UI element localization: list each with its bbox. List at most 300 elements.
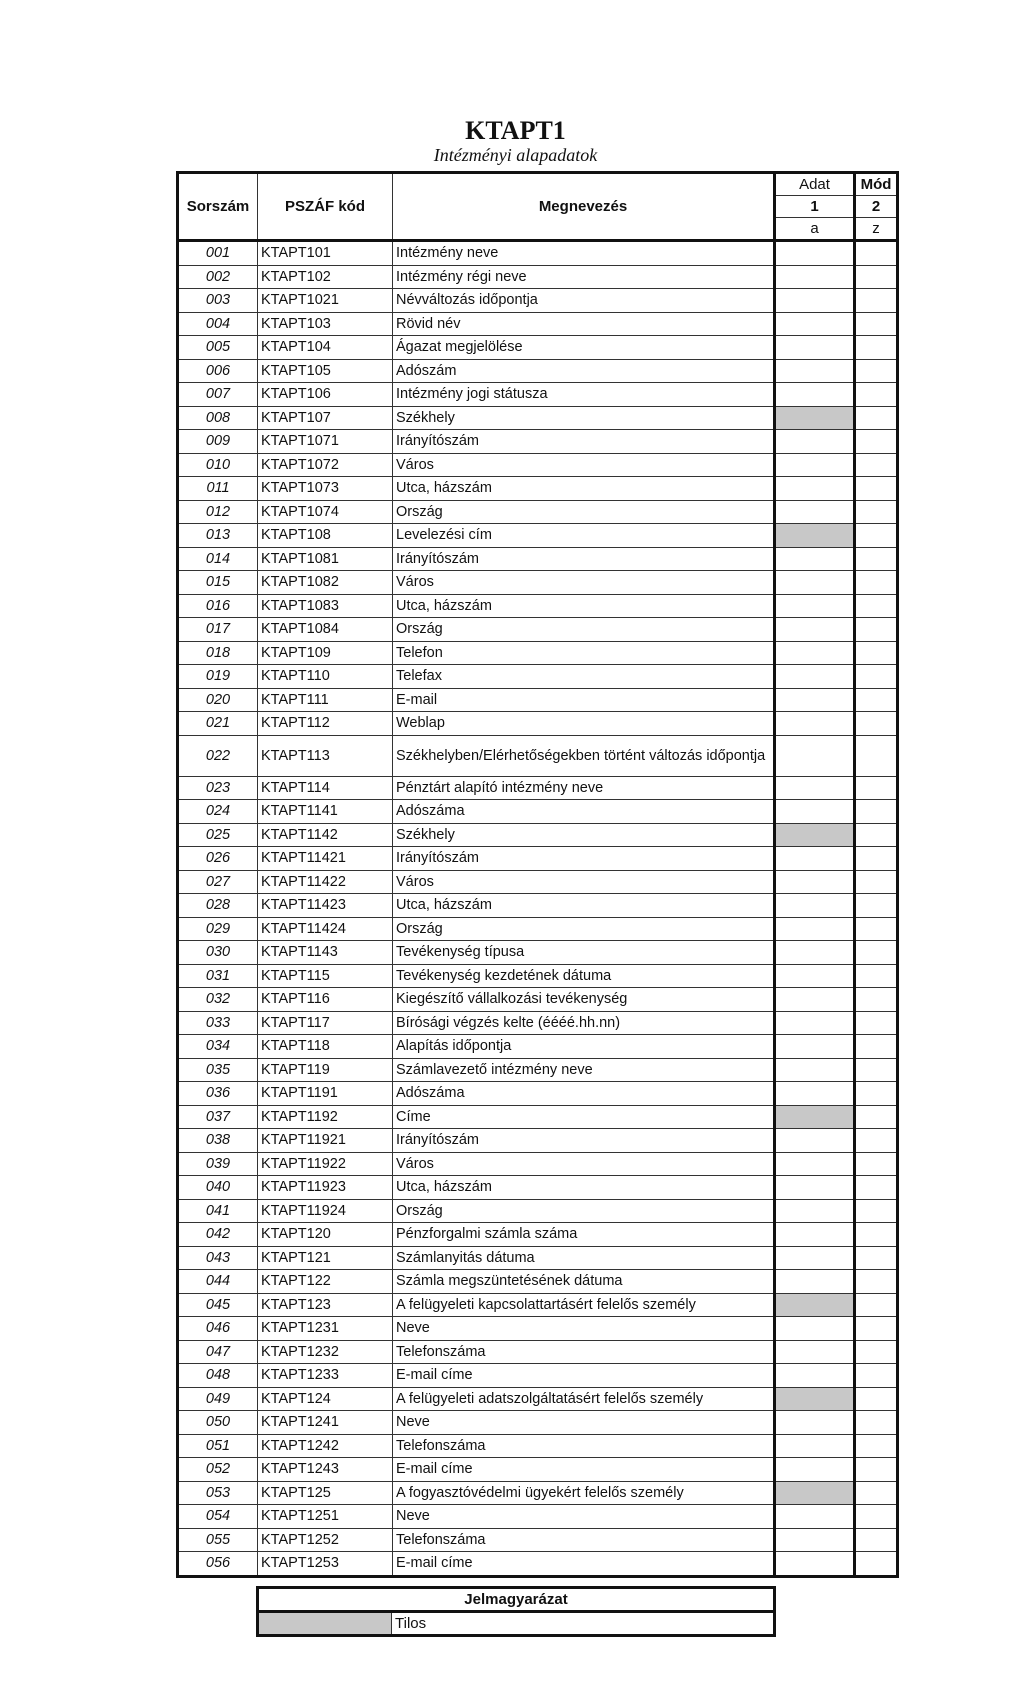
row-adat-cell[interactable] [775,477,855,501]
row-adat-cell[interactable] [775,241,855,266]
row-adat-cell[interactable] [775,988,855,1012]
row-pszaf-kod: KTAPT107 [258,406,393,430]
row-megnevezes: A felügyeleti kapcsolattartásért felelős személy [393,1293,775,1317]
row-adat-cell[interactable] [775,1434,855,1458]
header-adat-letter: a [775,218,855,241]
table-row [178,1293,898,1317]
header-mod-num: 2 [855,196,898,218]
row-mod-cell[interactable] [855,641,898,665]
row-megnevezes: Címe [393,1105,775,1129]
row-pszaf-kod: KTAPT113 [258,735,393,776]
row-adat-cell[interactable] [775,453,855,477]
row-pszaf-kod: KTAPT124 [258,1387,393,1411]
row-megnevezes: Számlanyitás dátuma [393,1246,775,1270]
row-mod-cell[interactable] [855,406,898,430]
table-row [178,1552,898,1577]
table-row [178,1270,898,1294]
row-megnevezes: E-mail címe [393,1364,775,1388]
row-mod-cell[interactable] [855,265,898,289]
row-sorszam: 010 [178,453,258,477]
row-pszaf-kod: KTAPT1231 [258,1317,393,1341]
row-mod-cell[interactable] [855,847,898,871]
table-row [178,547,898,571]
row-sorszam: 003 [178,289,258,313]
row-pszaf-kod: KTAPT109 [258,641,393,665]
table-row [178,1246,898,1270]
row-mod-cell[interactable] [855,241,898,266]
table-row [178,894,898,918]
row-sorszam: 015 [178,571,258,595]
table-row [178,1317,898,1341]
row-mod-cell[interactable] [855,547,898,571]
row-sorszam: 026 [178,847,258,871]
row-megnevezes: E-mail [393,688,775,712]
table-row [178,453,898,477]
row-adat-cell[interactable] [775,618,855,642]
row-pszaf-kod: KTAPT118 [258,1035,393,1059]
row-adat-cell[interactable] [775,1481,855,1505]
row-adat-cell[interactable] [775,406,855,430]
row-mod-cell[interactable] [855,289,898,313]
row-megnevezes: Tevékenység típusa [393,941,775,965]
table-row [178,1176,898,1200]
row-mod-cell[interactable] [855,1129,898,1153]
row-sorszam: 049 [178,1387,258,1411]
row-mod-cell[interactable] [855,1082,898,1106]
table-row [178,1505,898,1529]
row-adat-cell[interactable] [775,894,855,918]
row-pszaf-kod: KTAPT11923 [258,1176,393,1200]
row-adat-cell[interactable] [775,1058,855,1082]
row-pszaf-kod: KTAPT122 [258,1270,393,1294]
row-megnevezes: Ágazat megjelölése [393,336,775,360]
row-mod-cell[interactable] [855,1199,898,1223]
row-mod-cell[interactable] [855,964,898,988]
table-row [178,594,898,618]
row-adat-cell[interactable] [775,571,855,595]
row-adat-cell[interactable] [775,1035,855,1059]
row-adat-cell[interactable] [775,524,855,548]
row-sorszam: 002 [178,265,258,289]
header-sorszam: Sorszám [178,173,258,241]
row-adat-cell[interactable] [775,336,855,360]
row-megnevezes: Ország [393,500,775,524]
legend-swatch [258,1612,392,1636]
row-pszaf-kod: KTAPT1141 [258,800,393,824]
row-mod-cell[interactable] [855,453,898,477]
table-row [178,1528,898,1552]
row-adat-cell[interactable] [775,1411,855,1435]
row-pszaf-kod: KTAPT11423 [258,894,393,918]
row-adat-cell[interactable] [775,547,855,571]
row-megnevezes: Telefonszáma [393,1340,775,1364]
row-adat-cell[interactable] [775,594,855,618]
row-megnevezes: Bírósági végzés kelte (éééé.hh.nn) [393,1011,775,1035]
row-adat-cell[interactable] [775,430,855,454]
row-pszaf-kod: KTAPT121 [258,1246,393,1270]
table-row [178,359,898,383]
row-mod-cell[interactable] [855,823,898,847]
row-mod-cell[interactable] [855,1270,898,1294]
table-row [178,870,898,894]
row-sorszam: 052 [178,1458,258,1482]
row-pszaf-kod: KTAPT111 [258,688,393,712]
header-mod-letter: z [855,218,898,241]
row-sorszam: 018 [178,641,258,665]
row-adat-cell[interactable] [775,1199,855,1223]
row-adat-cell[interactable] [775,1340,855,1364]
row-sorszam: 051 [178,1434,258,1458]
row-mod-cell[interactable] [855,1505,898,1529]
row-mod-cell[interactable] [855,1035,898,1059]
row-sorszam: 008 [178,406,258,430]
table-row [178,406,898,430]
row-megnevezes: Neve [393,1505,775,1529]
row-mod-cell[interactable] [855,988,898,1012]
row-pszaf-kod: KTAPT1084 [258,618,393,642]
row-adat-cell[interactable] [775,1152,855,1176]
row-sorszam: 025 [178,823,258,847]
row-sorszam: 056 [178,1552,258,1577]
table-row [178,312,898,336]
row-pszaf-kod: KTAPT117 [258,1011,393,1035]
data-table [176,171,899,1578]
table-row [178,665,898,689]
row-mod-cell[interactable] [855,800,898,824]
row-mod-cell[interactable] [855,477,898,501]
table-row [178,265,898,289]
row-adat-cell[interactable] [775,641,855,665]
row-megnevezes: Székhely [393,823,775,847]
row-megnevezes: A felügyeleti adatszolgáltatásért felelős személy [393,1387,775,1411]
row-megnevezes: Pénzforgalmi számla száma [393,1223,775,1247]
row-pszaf-kod: KTAPT1071 [258,430,393,454]
row-pszaf-kod: KTAPT11424 [258,917,393,941]
row-adat-cell[interactable] [775,917,855,941]
row-megnevezes: Pénztárt alapító intézmény neve [393,776,775,800]
row-megnevezes: Adószáma [393,800,775,824]
row-mod-cell[interactable] [855,571,898,595]
table-row [178,1434,898,1458]
row-mod-cell[interactable] [855,336,898,360]
row-mod-cell[interactable] [855,1340,898,1364]
row-mod-cell[interactable] [855,1411,898,1435]
row-megnevezes: Neve [393,1317,775,1341]
row-pszaf-kod: KTAPT1082 [258,571,393,595]
table-row [178,1199,898,1223]
row-sorszam: 035 [178,1058,258,1082]
row-mod-cell[interactable] [855,1105,898,1129]
row-pszaf-kod: KTAPT108 [258,524,393,548]
row-megnevezes: Irányítószám [393,1129,775,1153]
row-megnevezes: Számlavezető intézmény neve [393,1058,775,1082]
row-pszaf-kod: KTAPT1143 [258,941,393,965]
row-mod-cell[interactable] [855,1458,898,1482]
row-adat-cell[interactable] [775,265,855,289]
row-adat-cell[interactable] [775,1293,855,1317]
table-row [178,524,898,548]
row-adat-cell[interactable] [775,1082,855,1106]
page-subtitle: Intézményi alapadatok [433,145,598,165]
row-megnevezes: Adószáma [393,1082,775,1106]
table-row [178,1082,898,1106]
row-adat-cell[interactable] [775,1246,855,1270]
table-row [178,383,898,407]
row-sorszam: 029 [178,917,258,941]
table-row [178,941,898,965]
table-row [178,1411,898,1435]
row-mod-cell[interactable] [855,312,898,336]
row-adat-cell[interactable] [775,359,855,383]
row-pszaf-kod: KTAPT1073 [258,477,393,501]
row-sorszam: 016 [178,594,258,618]
row-mod-cell[interactable] [855,1293,898,1317]
table-row [178,1223,898,1247]
row-mod-cell[interactable] [855,1176,898,1200]
table-row [178,964,898,988]
row-mod-cell[interactable] [855,735,898,776]
row-mod-cell[interactable] [855,1317,898,1341]
row-megnevezes: Számla megszüntetésének dátuma [393,1270,775,1294]
row-mod-cell[interactable] [855,430,898,454]
row-pszaf-kod: KTAPT1072 [258,453,393,477]
table-row [178,500,898,524]
table-row [178,847,898,871]
row-sorszam: 023 [178,776,258,800]
row-mod-cell[interactable] [855,524,898,548]
row-pszaf-kod: KTAPT101 [258,241,393,266]
row-adat-cell[interactable] [775,735,855,776]
row-mod-cell[interactable] [855,1058,898,1082]
table-row [178,988,898,1012]
row-pszaf-kod: KTAPT1242 [258,1434,393,1458]
row-pszaf-kod: KTAPT1252 [258,1528,393,1552]
row-pszaf-kod: KTAPT103 [258,312,393,336]
row-sorszam: 042 [178,1223,258,1247]
table-row [178,1035,898,1059]
row-adat-cell[interactable] [775,1270,855,1294]
row-sorszam: 014 [178,547,258,571]
row-mod-cell[interactable] [855,1011,898,1035]
row-mod-cell[interactable] [855,383,898,407]
row-mod-cell[interactable] [855,1387,898,1411]
row-pszaf-kod: KTAPT106 [258,383,393,407]
row-adat-cell[interactable] [775,800,855,824]
row-megnevezes: Ország [393,1199,775,1223]
row-sorszam: 053 [178,1481,258,1505]
row-adat-cell[interactable] [775,1364,855,1388]
legend-title: Jelmagyarázat [258,1588,775,1612]
row-sorszam: 006 [178,359,258,383]
table-row [178,688,898,712]
row-megnevezes: Ország [393,618,775,642]
row-pszaf-kod: KTAPT1243 [258,1458,393,1482]
table-row [178,1481,898,1505]
row-sorszam: 028 [178,894,258,918]
row-sorszam: 055 [178,1528,258,1552]
row-megnevezes: Intézmény jogi státusza [393,383,775,407]
header-pszaf-kod: PSZÁF kód [258,173,393,241]
row-sorszam: 047 [178,1340,258,1364]
table-row [178,735,898,776]
row-adat-cell[interactable] [775,1317,855,1341]
row-megnevezes: Telefonszáma [393,1528,775,1552]
row-mod-cell[interactable] [855,1481,898,1505]
row-mod-cell[interactable] [855,665,898,689]
row-adat-cell[interactable] [775,776,855,800]
table-row [178,712,898,736]
row-adat-cell[interactable] [775,1505,855,1529]
row-sorszam: 032 [178,988,258,1012]
row-mod-cell[interactable] [855,618,898,642]
table-row [178,477,898,501]
row-megnevezes: Kiegészítő vállalkozási tevékenység [393,988,775,1012]
row-adat-cell[interactable] [775,289,855,313]
row-mod-cell[interactable] [855,1434,898,1458]
row-adat-cell[interactable] [775,500,855,524]
row-sorszam: 046 [178,1317,258,1341]
row-megnevezes: Irányítószám [393,430,775,454]
row-adat-cell[interactable] [775,964,855,988]
row-megnevezes: Város [393,571,775,595]
row-sorszam: 044 [178,1270,258,1294]
row-mod-cell[interactable] [855,941,898,965]
row-adat-cell[interactable] [775,1176,855,1200]
row-mod-cell[interactable] [855,1528,898,1552]
row-adat-cell[interactable] [775,1011,855,1035]
row-megnevezes: Utca, házszám [393,477,775,501]
legend-label: Tilos [392,1612,775,1636]
table-row [178,800,898,824]
row-sorszam: 024 [178,800,258,824]
table-row [178,823,898,847]
row-sorszam: 020 [178,688,258,712]
header-adat-num: 1 [775,196,855,218]
row-mod-cell[interactable] [855,870,898,894]
row-mod-cell[interactable] [855,359,898,383]
row-sorszam: 043 [178,1246,258,1270]
table-row [178,1011,898,1035]
row-adat-cell[interactable] [775,712,855,736]
row-sorszam: 030 [178,941,258,965]
row-adat-cell[interactable] [775,823,855,847]
row-sorszam: 033 [178,1011,258,1035]
table-row [178,1058,898,1082]
row-sorszam: 048 [178,1364,258,1388]
row-megnevezes: Telefonszáma [393,1434,775,1458]
row-adat-cell[interactable] [775,1223,855,1247]
row-pszaf-kod: KTAPT1142 [258,823,393,847]
row-pszaf-kod: KTAPT105 [258,359,393,383]
row-mod-cell[interactable] [855,712,898,736]
row-pszaf-kod: KTAPT110 [258,665,393,689]
row-pszaf-kod: KTAPT1241 [258,1411,393,1435]
row-mod-cell[interactable] [855,776,898,800]
header-mod: Mód [855,173,898,196]
row-mod-cell[interactable] [855,1364,898,1388]
row-adat-cell[interactable] [775,941,855,965]
row-adat-cell[interactable] [775,1552,855,1577]
row-sorszam: 050 [178,1411,258,1435]
table-row [178,1129,898,1153]
row-pszaf-kod: KTAPT125 [258,1481,393,1505]
row-pszaf-kod: KTAPT1192 [258,1105,393,1129]
row-megnevezes: Levelezési cím [393,524,775,548]
row-adat-cell[interactable] [775,1129,855,1153]
row-adat-cell[interactable] [775,312,855,336]
table-row [178,776,898,800]
row-pszaf-kod: KTAPT123 [258,1293,393,1317]
row-adat-cell[interactable] [775,383,855,407]
row-mod-cell[interactable] [855,1152,898,1176]
header-megnevezes: Megnevezés [393,173,775,241]
row-sorszam: 009 [178,430,258,454]
row-megnevezes: Utca, házszám [393,594,775,618]
table-row [178,336,898,360]
row-adat-cell[interactable] [775,1458,855,1482]
row-pszaf-kod: KTAPT11422 [258,870,393,894]
row-megnevezes: A fogyasztóvédelmi ügyekért felelős személy [393,1481,775,1505]
row-mod-cell[interactable] [855,894,898,918]
row-adat-cell[interactable] [775,847,855,871]
row-mod-cell[interactable] [855,594,898,618]
row-sorszam: 027 [178,870,258,894]
row-adat-cell[interactable] [775,870,855,894]
row-sorszam: 045 [178,1293,258,1317]
row-mod-cell[interactable] [855,500,898,524]
table-row [178,641,898,665]
row-megnevezes: Névváltozás időpontja [393,289,775,313]
table-body [178,241,898,1577]
row-sorszam: 054 [178,1505,258,1529]
table-row [178,618,898,642]
row-megnevezes: Adószám [393,359,775,383]
row-megnevezes: Irányítószám [393,547,775,571]
row-mod-cell[interactable] [855,1552,898,1577]
row-pszaf-kod: KTAPT1074 [258,500,393,524]
row-pszaf-kod: KTAPT114 [258,776,393,800]
row-pszaf-kod: KTAPT112 [258,712,393,736]
row-sorszam: 021 [178,712,258,736]
table-row [178,430,898,454]
row-adat-cell[interactable] [775,1387,855,1411]
row-pszaf-kod: KTAPT11924 [258,1199,393,1223]
row-sorszam: 034 [178,1035,258,1059]
row-adat-cell[interactable] [775,688,855,712]
row-adat-cell[interactable] [775,1528,855,1552]
header-adat: Adat [775,173,855,196]
table-row [178,1387,898,1411]
row-megnevezes: Intézmény régi neve [393,265,775,289]
row-pszaf-kod: KTAPT120 [258,1223,393,1247]
row-pszaf-kod: KTAPT1083 [258,594,393,618]
row-mod-cell[interactable] [855,1246,898,1270]
row-mod-cell[interactable] [855,1223,898,1247]
row-mod-cell[interactable] [855,688,898,712]
row-sorszam: 019 [178,665,258,689]
row-megnevezes: Alapítás időpontja [393,1035,775,1059]
row-mod-cell[interactable] [855,917,898,941]
row-sorszam: 037 [178,1105,258,1129]
row-megnevezes: Székhelyben/Elérhetőségekben történt változás időpontja [393,735,775,776]
row-pszaf-kod: KTAPT11421 [258,847,393,871]
row-sorszam: 041 [178,1199,258,1223]
table-row [178,1458,898,1482]
table-row [178,917,898,941]
row-pszaf-kod: KTAPT11922 [258,1152,393,1176]
row-adat-cell[interactable] [775,1105,855,1129]
row-adat-cell[interactable] [775,665,855,689]
